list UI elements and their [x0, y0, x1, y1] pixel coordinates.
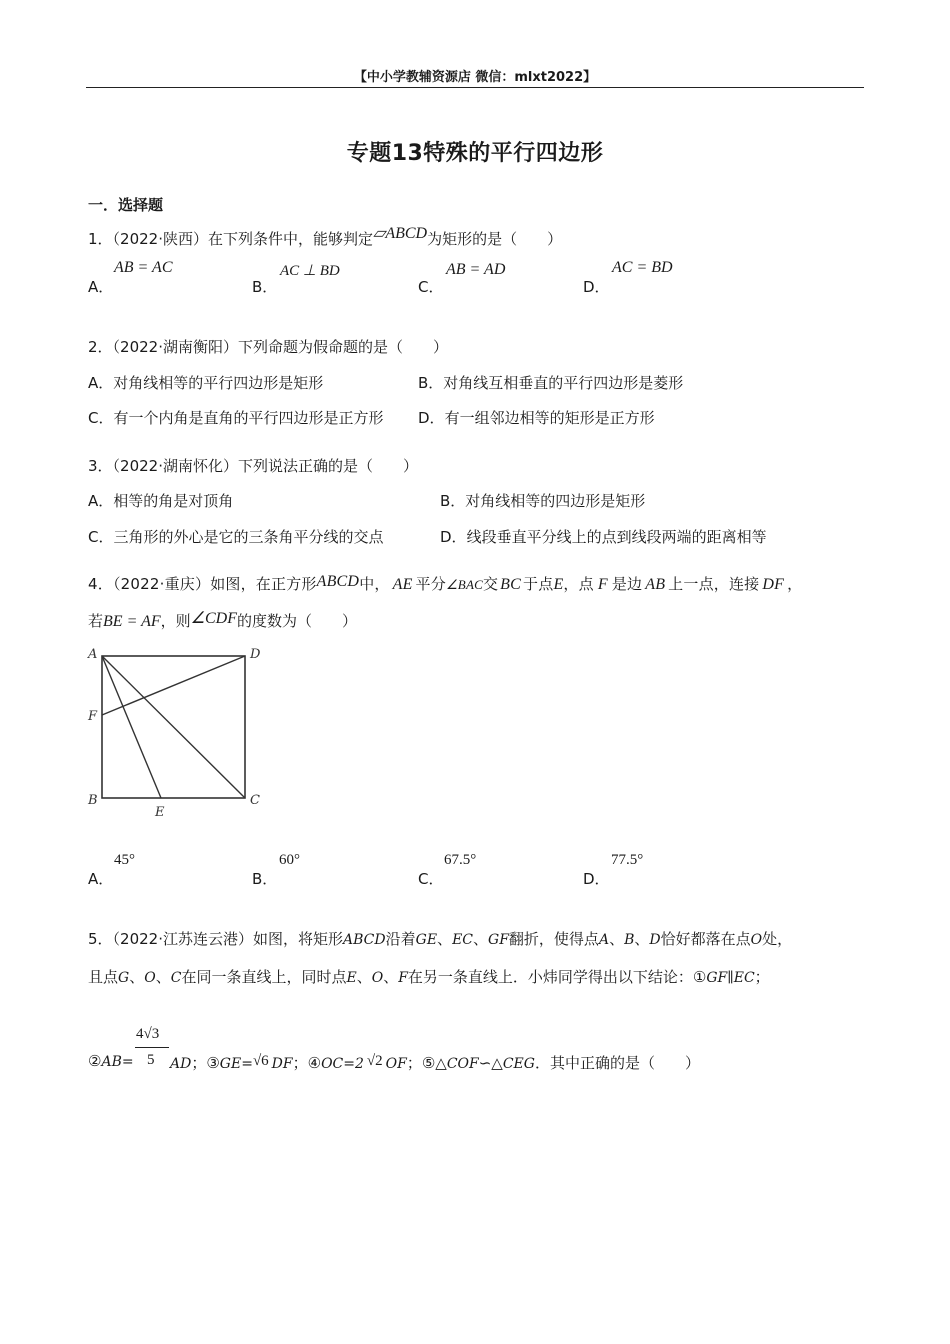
q2-option-a	[88, 372, 323, 393]
q4-text: 平分	[415, 575, 446, 593]
q5-math-ceg: CEG	[502, 1056, 535, 1072]
q3-text: 下列说法正确的是（ ）	[238, 457, 419, 475]
q4-option-c-letter: C．	[418, 870, 444, 888]
question-5-line-3-right	[170, 1052, 700, 1073]
q5-math: F	[398, 970, 408, 986]
q1-text-a: 在下列条件中，能够判定	[208, 230, 374, 248]
q3-option-d-text: 线段垂直平分线上的点到线段两端的距离相等	[466, 528, 767, 546]
question-4-line-1	[88, 573, 802, 594]
q5-text: 如图，将矩形	[253, 930, 344, 948]
q4-text: ，则	[160, 612, 191, 630]
q4-text: 的度数为（ ）	[236, 612, 357, 630]
q5-similar-symbol: ∽△	[478, 1054, 503, 1072]
q5-math-sqrt6: √6	[252, 1053, 269, 1069]
q4-text: 若	[88, 612, 104, 630]
q2-number: 2．	[88, 338, 113, 356]
q3-option-c	[88, 526, 384, 547]
q1-option-b-letter: B．	[252, 278, 278, 296]
q5-text: ．其中正确的是（ ）	[534, 1054, 700, 1072]
q1-source: （2022·陕西）	[112, 230, 208, 248]
q4-option-b-letter: B．	[252, 870, 278, 888]
diagonal-ac	[102, 656, 245, 798]
q4-math-df: DF	[762, 576, 785, 593]
q4-option-d-math: 77.5°	[611, 852, 644, 868]
q5-source: （2022·江苏连云港）	[112, 930, 253, 948]
q5-math: C	[170, 970, 182, 986]
q3-number: 3．	[88, 457, 113, 475]
q2-option-a-text: 对角线相等的平行四边形是矩形	[113, 374, 324, 392]
q4-number: 4．	[88, 575, 113, 593]
q5-math: O	[750, 932, 763, 948]
q3-option-b	[440, 490, 645, 511]
page-header: 【中小学教辅资源店 微信：mlxt2022】	[353, 70, 597, 85]
q4-math-ab: AB	[645, 576, 666, 593]
q2-option-d	[418, 407, 655, 428]
q4-source: （2022·重庆）	[112, 575, 211, 593]
q5-conclusion-3-marker: ；③	[191, 1054, 220, 1072]
q5-math-df: DF	[271, 1056, 293, 1072]
q4-option-a-letter: A．	[88, 870, 114, 888]
q5-math: A	[598, 932, 610, 948]
q5-conclusion-2-marker: ②	[88, 1052, 102, 1070]
q3-option-b-text: 对角线相等的四边形是矩形	[465, 492, 646, 510]
q1-option-c-letter: C．	[418, 278, 444, 296]
q2-option-b-letter: B．	[418, 374, 444, 392]
q5-conclusion-5-marker: ；⑤△	[406, 1054, 447, 1072]
q5-text: 在另一条直线上．小炜同学得出以下结论：①	[407, 968, 707, 986]
q3-option-a-text: 相等的角是对顶角	[113, 492, 234, 510]
question-2-stem	[88, 336, 448, 357]
q3-option-c-text: 三角形的外心是它的三条角平分线的交点	[113, 528, 384, 546]
q3-option-c-letter: C．	[88, 528, 114, 546]
q4-math-e: E	[553, 576, 564, 593]
q1-option-d-letter: D．	[583, 278, 610, 296]
q2-option-d-text: 有一组邻边相等的矩形是正方形	[444, 409, 655, 427]
q3-option-a-letter: A．	[88, 492, 114, 510]
q4-text: ，	[787, 575, 803, 593]
question-1-stem	[88, 225, 563, 249]
q5-math-ab: AB=	[101, 1054, 134, 1070]
question-5-line-2	[88, 966, 770, 987]
q2-option-b-text: 对角线互相垂直的平行四边形是菱形	[443, 374, 684, 392]
q5-math-sqrt2: √2	[366, 1053, 383, 1069]
q1-option-b-math: AC ⊥ BD	[280, 263, 340, 279]
q5-text: 翻折，使得点	[508, 930, 599, 948]
q4-text: 中，	[359, 575, 390, 593]
q5-fraction-numerator: 4√3	[136, 1026, 160, 1042]
q4-option-b-math: 60°	[279, 852, 300, 868]
q5-text: 、	[155, 968, 171, 986]
q4-math-be-af: BE = AF	[103, 613, 161, 630]
q5-number: 5．	[88, 930, 113, 948]
q3-source: （2022·湖南怀化）	[112, 457, 238, 475]
q4-math-bc: BC	[500, 576, 522, 593]
question-5-line-1	[88, 928, 792, 949]
label-e: E	[155, 805, 165, 820]
q4-math-f: F	[597, 576, 608, 593]
question-5-line-3-left	[88, 1052, 134, 1070]
q2-option-a-letter: A．	[88, 374, 114, 392]
q5-math-ad: AD	[170, 1056, 192, 1072]
q5-text: 、	[356, 968, 372, 986]
q1-number: 1．	[88, 230, 113, 248]
q5-math: O	[144, 970, 156, 986]
q3-option-a	[88, 490, 233, 511]
q3-option-d-letter: D．	[440, 528, 467, 546]
q2-option-b	[418, 372, 683, 393]
segment-ae	[102, 656, 161, 798]
q5-text: 、	[383, 968, 399, 986]
q4-math-angle-bac: ∠BAC	[445, 577, 483, 592]
section-heading: 一．选择题	[88, 196, 164, 214]
q4-option-a-math: 45°	[114, 852, 135, 868]
q5-text: 且点	[88, 968, 119, 986]
q5-conclusion-4-marker: ；④	[292, 1054, 322, 1072]
q4-text: 是边	[611, 575, 643, 593]
q5-text: 沿着	[385, 930, 416, 948]
q5-text: 、	[634, 930, 650, 948]
q1-option-c-math: AB = AD	[446, 261, 506, 278]
q5-math-of: OF	[385, 1056, 407, 1072]
q4-math-abcd: ABCD	[316, 573, 360, 590]
square-figure	[84, 638, 274, 828]
q5-math: E	[346, 970, 357, 986]
q5-text: 处，	[762, 930, 793, 948]
q3-option-b-letter: B．	[440, 492, 466, 510]
q4-text: 交	[482, 575, 499, 593]
label-a: A	[88, 647, 98, 662]
q5-fraction-bar	[135, 1047, 169, 1048]
q3-option-d	[440, 526, 767, 547]
q5-text: 在同一条直线上，同时点	[181, 968, 347, 986]
q5-math: GF	[488, 932, 509, 948]
q5-math-cof: COF	[446, 1056, 479, 1072]
q2-option-c-letter: C．	[88, 409, 114, 427]
label-d: D	[250, 647, 261, 662]
q5-text: 恰好都落在点	[660, 930, 751, 948]
segment-df	[102, 656, 245, 715]
q5-math-ge: GE=	[219, 1056, 253, 1072]
page-title: 专题13特殊的平行四边形	[346, 141, 604, 166]
q4-text: 如图，在正方形	[210, 575, 317, 593]
q4-text: 于点	[523, 575, 554, 593]
q2-text: 下列命题为假命题的是（ ）	[238, 338, 449, 356]
q4-text: ，点	[563, 575, 594, 593]
q4-option-c-math: 67.5°	[444, 852, 477, 868]
label-c: C	[250, 793, 260, 808]
q1-parallelogram-math: ▱ABCD	[373, 225, 428, 242]
q5-math: B	[624, 932, 635, 948]
q5-math: GF∥EC	[706, 970, 755, 986]
q1-option-a-math: AB = AC	[114, 259, 173, 276]
q2-option-d-letter: D．	[418, 409, 445, 427]
q1-option-a-letter: A．	[88, 278, 114, 296]
q5-math: ABCD	[343, 932, 386, 948]
question-3-stem	[88, 455, 418, 476]
label-b: B	[88, 793, 98, 808]
label-f: F	[88, 709, 98, 724]
q5-math: G	[118, 970, 130, 986]
q5-text: 、	[609, 930, 625, 948]
q5-math: EC	[452, 932, 473, 948]
q1-text-b: 为矩形的是（ ）	[427, 230, 563, 248]
q4-math-angle-cdf: ∠CDF	[190, 610, 237, 627]
q1-option-d-math: AC = BD	[612, 259, 673, 276]
q5-text: 、	[473, 930, 489, 948]
q5-math: D	[649, 932, 661, 948]
q5-text: 、	[437, 930, 453, 948]
q4-text: 上一点，连接	[668, 575, 760, 593]
q4-option-d-letter: D．	[583, 870, 610, 888]
question-4-line-2	[88, 610, 357, 631]
q5-text: 、	[129, 968, 145, 986]
q4-math-ae: AE	[392, 576, 413, 593]
q5-text: ；	[754, 968, 770, 986]
q5-fraction-denominator: 5	[147, 1052, 155, 1068]
q2-option-c	[88, 407, 384, 428]
q5-math: GE	[415, 932, 438, 948]
q5-math: O	[371, 970, 384, 986]
q5-math-oc: OC=2	[321, 1056, 364, 1072]
q2-option-c-text: 有一个内角是直角的平行四边形是正方形	[113, 409, 384, 427]
q2-source: （2022·湖南衡阳）	[112, 338, 238, 356]
header-rule	[86, 87, 864, 88]
